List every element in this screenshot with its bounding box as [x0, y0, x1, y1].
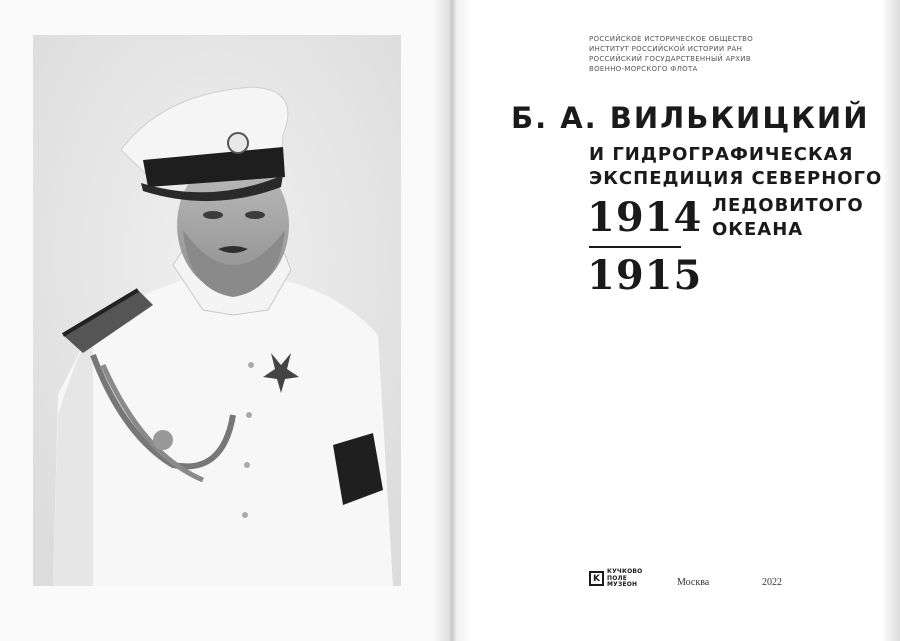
- year-start: 1914: [587, 194, 703, 241]
- institution-line: РОССИЙСКОЕ ИСТОРИЧЕСКОЕ ОБЩЕСТВО: [589, 35, 754, 43]
- publication-city: Москва: [677, 577, 710, 588]
- right-page: [456, 0, 900, 641]
- book-title-continued: [712, 194, 864, 242]
- institution-line: ИНСТИТУТ РОССИЙСКОЙ ИСТОРИИ РАН: [589, 45, 743, 53]
- publication-year: 2022: [762, 577, 782, 588]
- left-page: [0, 0, 448, 641]
- publisher-logo-icon: K: [589, 571, 604, 586]
- portrait-photo: [33, 35, 401, 586]
- year-end: 1915: [587, 252, 703, 299]
- title-line-3: ЛЕДОВИТОГО: [712, 195, 864, 216]
- title-line-4: ОКЕАНА: [712, 219, 804, 240]
- title-line-2: ЭКСПЕДИЦИЯ СЕВЕРНОГО: [589, 168, 883, 189]
- institution-line: ВОЕННО-МОРСКОГО ФЛОТА: [589, 65, 698, 73]
- book-title: [589, 143, 882, 191]
- year-divider: [589, 246, 681, 248]
- publisher-logo: [589, 569, 642, 589]
- institution-line: РОССИЙСКИЙ ГОСУДАРСТВЕННЫЙ АРХИВ: [589, 55, 751, 63]
- title-line-1: И ГИДРОГРАФИЧЕСКАЯ: [589, 144, 854, 165]
- book-author: Б. А. ВИЛЬКИЦКИЙ: [511, 101, 870, 135]
- logo-word: ПОЛЕ: [607, 574, 628, 582]
- publisher-logo-words: [607, 569, 642, 589]
- portrait-photo-icon: [33, 35, 401, 586]
- institutions-list: [589, 34, 869, 74]
- page-edge-shadow: [882, 0, 900, 641]
- logo-word: КУЧКОВО: [607, 568, 643, 575]
- book-gutter: [432, 0, 472, 641]
- logo-word: МУЗЕОН: [607, 581, 638, 588]
